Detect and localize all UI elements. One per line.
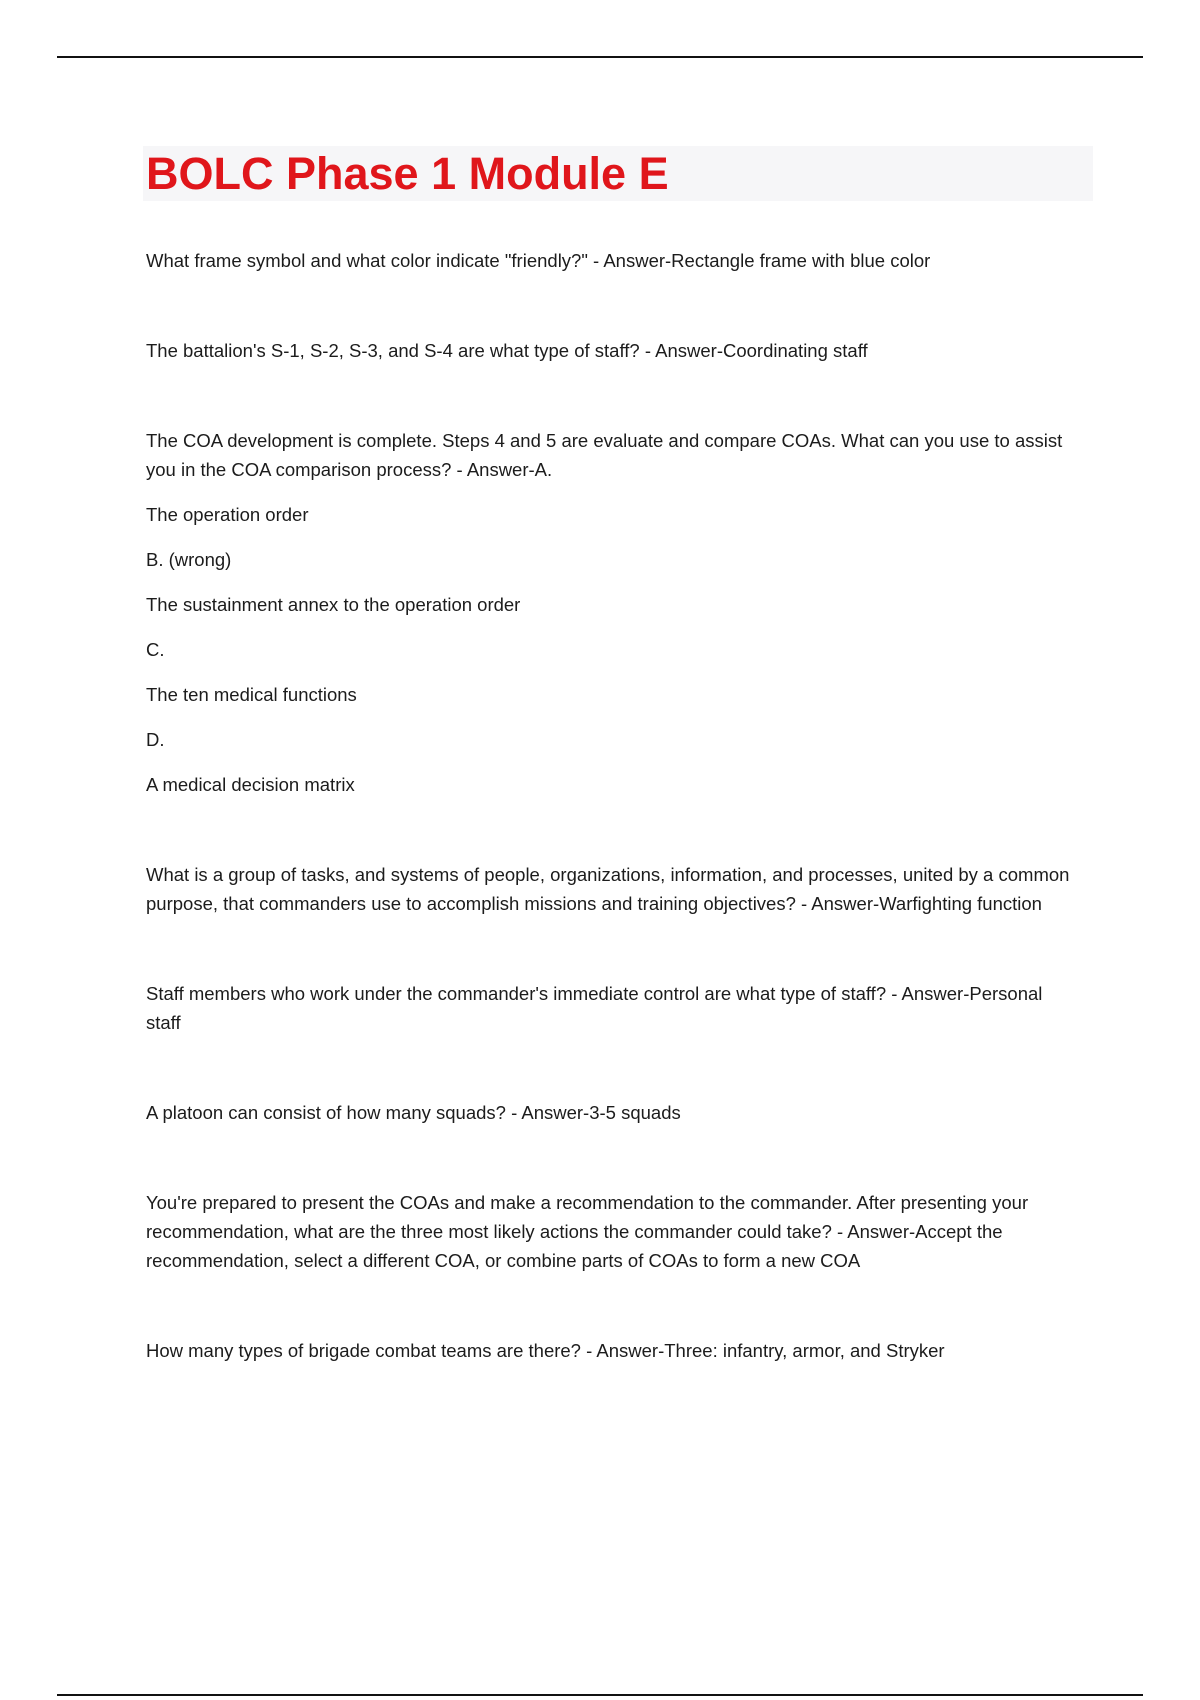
qa-text: How many types of brigade combat teams are there? - Answer-Three: infantry, armor, and Stryker — [146, 1340, 945, 1361]
qa-text: Staff members who work under the commander's immediate control are what type of staff? - Answer-Personal staff — [146, 983, 1043, 1033]
qa-list — [146, 246, 1076, 1426]
qa-option: D. — [146, 729, 165, 750]
qa-option: The operation order — [146, 504, 309, 525]
qa-text: The battalion's S-1, S-2, S-3, and S-4 are what type of staff? - Answer-Coordinating staff — [146, 340, 868, 361]
qa-text: A platoon can consist of how many squads? - Answer-3-5 squads — [146, 1102, 681, 1123]
qa-item — [146, 336, 1076, 365]
qa-option: C. — [146, 639, 165, 660]
qa-item — [146, 1336, 1076, 1365]
document-title: BOLC Phase 1 Module E — [146, 148, 669, 199]
qa-item — [146, 1098, 1076, 1127]
qa-text: What is a group of tasks, and systems of people, organizations, information, and processes, united by a common purpose, that commanders use to accomplish missions and training objectives? - Answer-Warfighting function — [146, 864, 1070, 914]
bottom-divider — [57, 1694, 1143, 1696]
qa-text: The COA development is complete. Steps 4 and 5 are evaluate and compare COAs. What can you use to assist you in the COA comparison process? - Answer-A. — [146, 430, 1063, 480]
qa-item — [146, 246, 1076, 275]
qa-option: The sustainment annex to the operation order — [146, 594, 521, 615]
qa-item — [146, 1188, 1076, 1275]
qa-option: A medical decision matrix — [146, 774, 355, 795]
qa-text: You're prepared to present the COAs and make a recommendation to the commander. After presenting your recommendation, what are the three most likely actions the commander could take? - Answer-Accept the recommendation, select a different COA, or combine parts of COAs to form a new COA — [146, 1192, 1029, 1271]
qa-item — [146, 860, 1076, 918]
qa-item — [146, 426, 1076, 799]
qa-text: What frame symbol and what color indicate "friendly?" - Answer-Rectangle frame with blue color — [146, 250, 931, 271]
qa-option: The ten medical functions — [146, 684, 357, 705]
qa-option: B. (wrong) — [146, 549, 232, 570]
top-divider — [57, 56, 1143, 58]
qa-item — [146, 979, 1076, 1037]
